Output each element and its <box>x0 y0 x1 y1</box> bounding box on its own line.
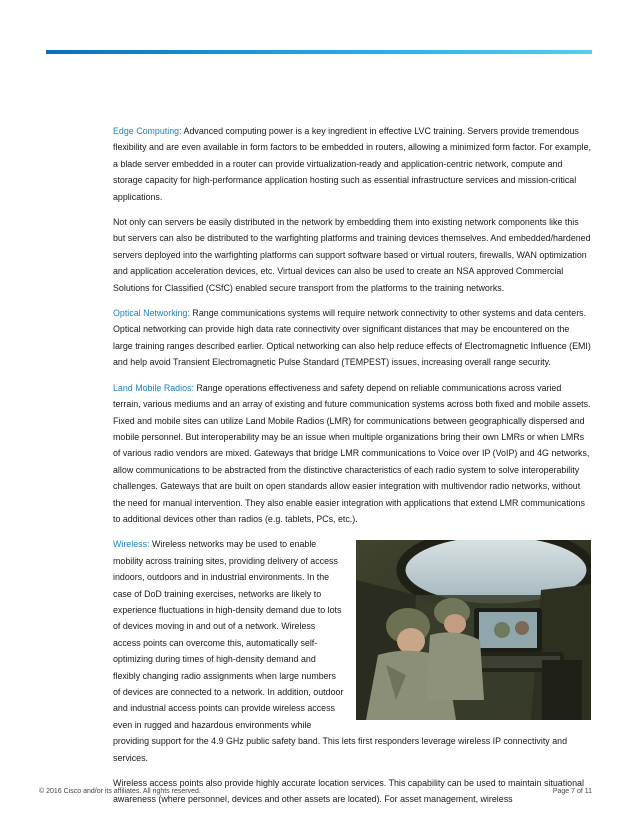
soldiers-vehicle-photo <box>356 540 591 720</box>
optical-networking-text: Range communications systems will require network connectivity to other systems and data centers. Optical networking can provide high data rate connectivity over significant distances that may be encountered on the large training ranges described earlier. Optical networking can also help reduce effects of Electromagnetic Influence (EMI) and help avoid Transient Electromagnetic Pulse Standard (TEMPEST) issues, increasing overall range security. <box>113 308 591 368</box>
land-mobile-radios-text: Range operations effectiveness and safety depend on reliable communications across varied terrain, various mediums and an array of existing and future communication systems across both fixed and mobile assets. Fixed and mobile sites can utilize Land Mobile Radios (LMR) for communications between geographically dispersed and mobile personnel. But interoperability may be an issue when multiple organizations bring their own LMRs or when LMRs of various radio vendors are mixed. Gateways that bridge LMR communications to Voice over IP (VoIP) and 4G networks, allow communications to be abstracted from the distinctive characteristics of each radio system to solve interoperability challenges. Gateways that are built on open standards allow easier integration with multivendor radio networks, without the need for manual intervention. They also enable easier integration with applications that extend LMR communications to additional devices other than radios (e.g. tablets, PCs, etc.). <box>113 382 591 524</box>
page-number: Page 7 of 11 <box>552 788 592 795</box>
term-wireless: Wireless: <box>113 539 150 550</box>
wireless-text: Wireless networks may be used to enable mobility across training sites, providing delivery of access indoors, outdoors and in industrial environments. In the case of DoD training exercises, networks are likely to experience fluctuations in high-density demand due to lots of devices moving in and out of a network. Wireless access points can overcome this, automatically self-optimizing during times of high-density demand and flexibly changing radio assignments when large numbers of devices are connected to a network. In addition, outdoor and industrial access points can provide wireless access even in rugged and hazardous environments while providing support for the 4.9 GHz public safety band. This lets first responders leverage wireless IP connectivity and services. <box>113 539 568 763</box>
paragraph-edge-computing <box>113 123 591 205</box>
edge-computing-text: Advanced computing power is a key ingredient in effective LVC training. Servers provide tremendous flexibility and are even available in form factors to be embedded in routers, allowing a minimized form factor. For example, a blade server embedded in a router can provide virtualization-ready and application-centric network, compute and storage capacity for high-performance application hosting such as essential infrastructure services and mission-critical applications. <box>113 126 591 202</box>
document-body <box>113 123 591 817</box>
term-optical-networking: Optical Networking: <box>113 308 190 319</box>
paragraph-land-mobile-radios <box>113 380 591 528</box>
paragraph-location-services: Wireless access points also provide highly accurate location services. This capability can be used to maintain situational awareness (where personnel, devices and other assets are located). For asset management, wireless <box>113 778 584 805</box>
paragraph-wireless <box>113 536 591 766</box>
term-edge-computing: Edge Computing: <box>113 126 182 136</box>
paragraph-optical-networking <box>113 305 591 371</box>
copyright-notice: © 2016 Cisco and/or its affiliates. All rights reserved. <box>39 788 201 795</box>
paragraph-servers: Not only can servers be easily distributed in the network by embedding them into existing network components like this but servers can also be distributed to the warfighting platforms and training devices themselves. And embedded/hardened servers deployed into the warfighting platforms can support software based or virtual routers, firewalls, WAN optimization and application acceleration devices, etc. Virtual devices can also be used to create an NSA approved Commercial Solutions for Classified (CSfC) enabled secure transport from the platforms to the training networks. <box>113 217 591 293</box>
term-land-mobile-radios: Land Mobile Radios: <box>113 382 194 393</box>
header-accent-bar <box>46 50 592 54</box>
